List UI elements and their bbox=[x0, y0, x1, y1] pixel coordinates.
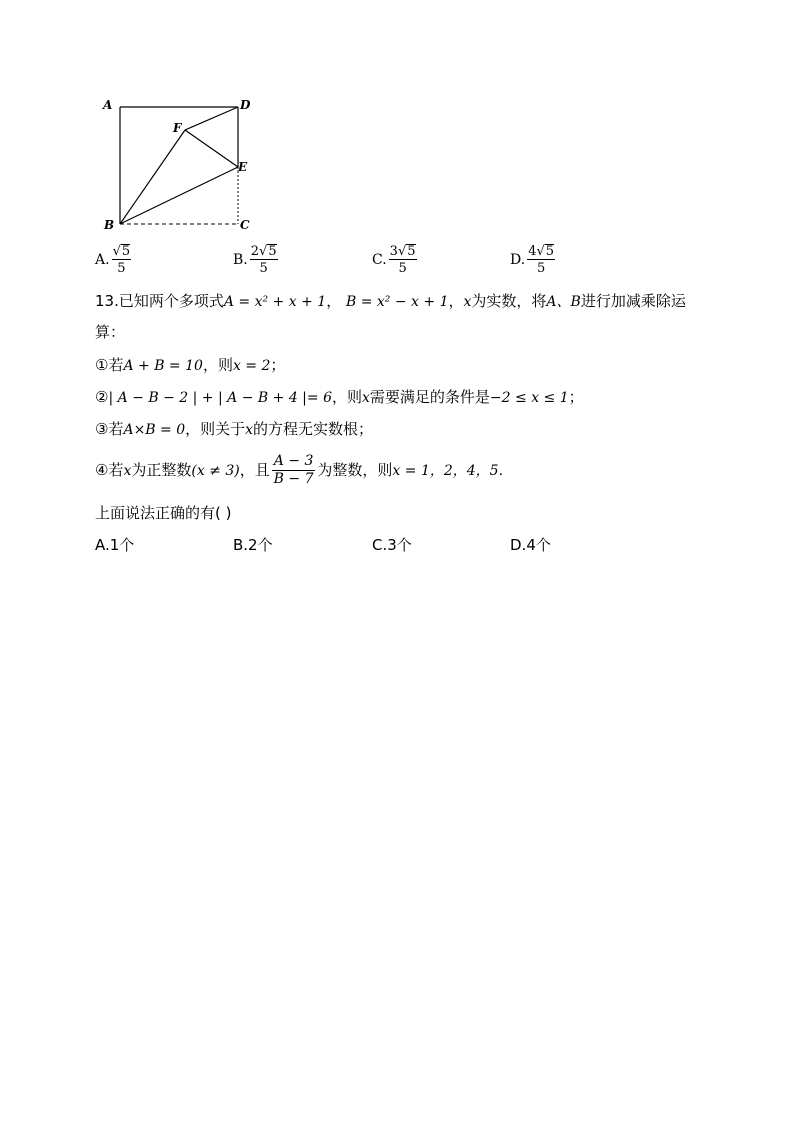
fraction: $\frac{A - 3}{B - 7}$ bbox=[273, 452, 314, 487]
q13-question: 上面说法正确的有( ) bbox=[95, 504, 232, 522]
option-letter: C. bbox=[372, 251, 387, 268]
q13-statement-4: ④若x为正整数(x ≠ 3)，且 $\frac{A - 3}{B - 7}$ 为整数，则x = 1，2，4，5. bbox=[95, 452, 504, 487]
q13-option-c[interactable]: C.3个 bbox=[372, 536, 412, 554]
label-e: E bbox=[238, 160, 248, 174]
q13-line-1: 13.已知两个多项式A = x² + x + 1， B = x² − x + 1，x为实数，将A、B进行加减乘除运 bbox=[95, 292, 686, 310]
option-letter: D. bbox=[510, 251, 526, 268]
q13-option-d[interactable]: D.4个 bbox=[510, 536, 551, 554]
option-letter: B. bbox=[233, 251, 248, 268]
label-f: F bbox=[173, 121, 182, 135]
label-d: D bbox=[240, 98, 251, 112]
q13-option-a[interactable]: A.1个 bbox=[95, 536, 135, 554]
label-a: A bbox=[103, 98, 113, 112]
fraction: 4√ 5 5 bbox=[528, 244, 555, 276]
q13-statement-2: ②| A − B − 2 | + | A − B + 4 |= 6，则x需要满足的条件是−2 ≤ x ≤ 1； bbox=[95, 388, 584, 406]
geometry-figure bbox=[95, 90, 265, 240]
option-letter: A. bbox=[95, 251, 110, 268]
q12-option-d[interactable] bbox=[510, 244, 555, 275]
label-b: B bbox=[104, 218, 115, 232]
segment-bf bbox=[120, 130, 185, 224]
q12-option-a[interactable] bbox=[95, 244, 131, 275]
q13-line-2: 算： bbox=[95, 323, 126, 341]
q12-option-c[interactable] bbox=[372, 244, 417, 275]
fraction: √ 5 5 bbox=[112, 244, 131, 276]
fraction: 3√ 5 5 bbox=[389, 244, 416, 276]
q13-statement-1: ①若A + B = 10，则x = 2； bbox=[95, 356, 286, 374]
segment-fe bbox=[185, 130, 238, 167]
segment-be bbox=[120, 167, 238, 224]
segment-fd bbox=[185, 107, 238, 130]
q13-statement-3: ③若A×B = 0，则关于x的方程无实数根； bbox=[95, 420, 374, 438]
q13-option-b[interactable]: B.2个 bbox=[233, 536, 273, 554]
q12-option-b[interactable] bbox=[233, 244, 278, 275]
fraction: 2√ 5 5 bbox=[250, 244, 277, 276]
label-c: C bbox=[240, 218, 250, 232]
